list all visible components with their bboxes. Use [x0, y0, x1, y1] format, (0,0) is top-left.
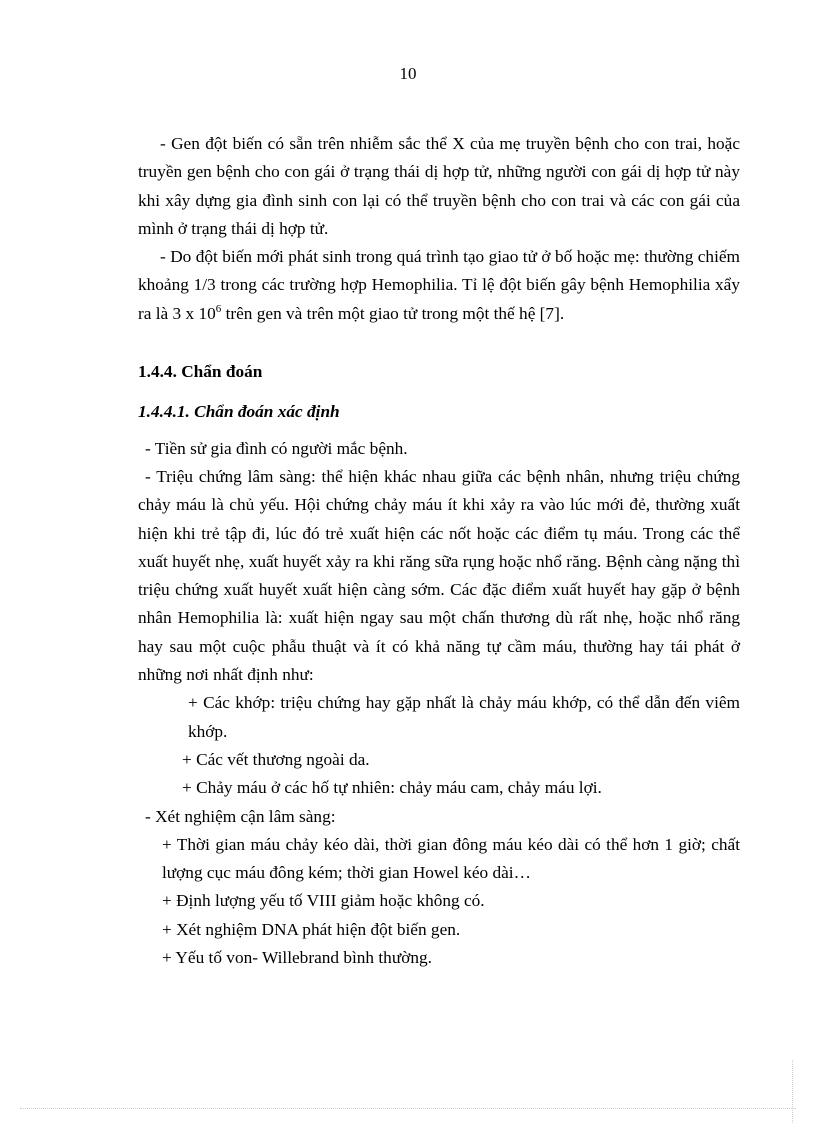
clinical-item-joints: + Các khớp: triệu chứng hay gặp nhất là chảy máu khớp, có thể dẫn đến viêm khớp. [188, 693, 740, 741]
paragraph-inherited-mutation: - Gen đột biến có sẵn trên nhiễm sắc thể X của mẹ truyền bệnh cho con trai, hoặc truyền gen bệnh cho con gái ở trạng thái dị hợp tử, những người con gái dị hợp tử này khi xây dựng gia đình sinh con lại có thể truyền bệnh cho con trai và các con gái của mình ở trạng thái dị hợp tử. [138, 134, 740, 238]
section-heading: 1.4.4. Chẩn đoán [138, 362, 263, 382]
lab-tests-heading: - Xét nghiệm cận lâm sàng: [145, 806, 336, 826]
lab-item-von-willebrand: + Yếu tố von- Willebrand bình thường. [162, 948, 432, 968]
subsection-heading: 1.4.4.1. Chẩn đoán xác định [138, 402, 340, 422]
paragraph-clinical-symptoms: - Triệu chứng lâm sàng: thể hiện khác nhau giữa các bệnh nhân, nhưng triệu chứng chảy máu là chủ yếu. Hội chứng chảy máu ít khi xảy ra vào lúc mới đẻ, thường xuất hiện khi trẻ tập đi, lúc đó trẻ xuất hiện các nốt hoặc các điểm tụ máu. Trong các thể xuất huyết nhẹ, xuất huyết xảy ra khi răng sữa rụng hoặc nhổ răng. Bệnh càng nặng thì triệu chứng xuất huyết xuất hiện càng sớm. Các đặc điểm xuất huyết hay gặp ở bệnh nhân Hemophilia là: xuất hiện ngay sau một chấn thương dù rất nhẹ, hoặc nhổ răng hay sau một cuộc phẫu thuật và ít có khả năng tự cầm máu, thường hay tái phát ở những nơi nhất định như: [138, 466, 740, 685]
paragraph-new-mutation-text-b: trên gen và trên một giao tử trong một thế hệ [7]. [221, 303, 565, 323]
document-body [138, 130, 740, 972]
page-number: 10 [399, 64, 417, 83]
exponent: 6 [215, 303, 222, 316]
page-border-right [792, 1060, 793, 1123]
lab-item-dna-test: + Xét nghiệm DNA phát hiện đột biến gen. [162, 919, 461, 939]
paragraph-new-mutation [138, 243, 740, 328]
clinical-item-skin-wounds: + Các vết thương ngoài da. [182, 749, 370, 769]
list-item-family-history: - Tiền sử gia đình có người mắc bệnh. [145, 438, 408, 458]
clinical-item-natural-orifices: + Chảy máu ở các hố tự nhiên: chảy máu cam, chảy máu lợi. [182, 778, 602, 798]
lab-item-bleeding-time: + Thời gian máu chảy kéo dài, thời gian đông máu kéo dài có thể hơn 1 giờ; chất lượng cục máu đông kém; thời gian Howel kéo dài… [162, 834, 740, 883]
paragraph-new-mutation-text-a: - Do đột biến mới phát sinh trong quá trình tạo giao tử ở bố hoặc mẹ: thường chiếm khoảng 1/3 trong các trường hợp Hemophilia. Tỉ lệ đột biến gây bệnh Hemophilia xẩy ra là 3 x 10 [138, 247, 740, 323]
lab-item-factor-viii: + Định lượng yếu tố VIII giảm hoặc không có. [162, 891, 485, 911]
page-border-bottom [20, 1108, 796, 1109]
